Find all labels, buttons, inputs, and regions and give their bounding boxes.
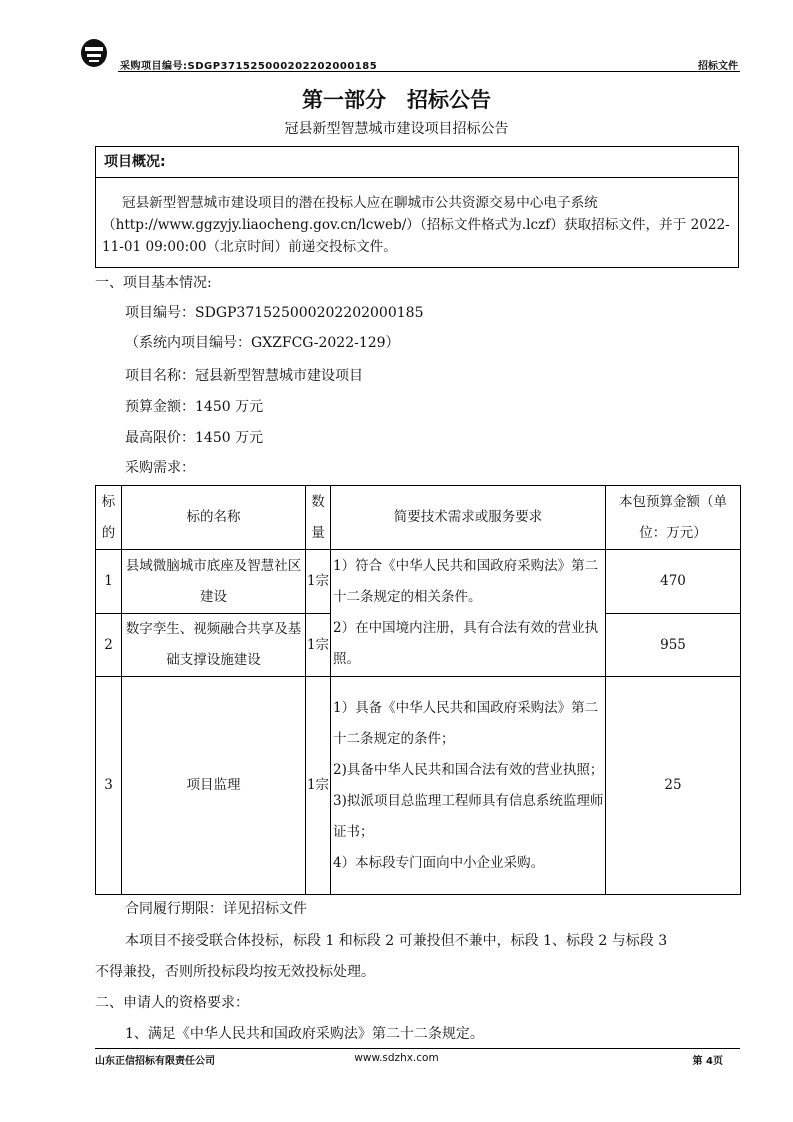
footer-divider: [95, 1048, 740, 1049]
lot12-req-item: 2）在中国境内注册，具有合法有效的营业执照。: [333, 620, 599, 667]
joint-bid-note-line1: 本项目不接受联合体投标，标段 1 和标段 2 可兼投但不兼中，标段 1、标段 2 与标段 3: [125, 933, 668, 949]
row2-budget: 955: [606, 614, 741, 677]
row1-budget: 470: [606, 550, 741, 614]
row2-name: 数字孪生、视频融合共享及基础支撑设施建设: [122, 614, 306, 677]
row3-qty: 1宗: [306, 677, 331, 895]
header-budget: 本包预算金额（单位：万元）: [606, 486, 741, 550]
lot3-req-item: 1）具备《中华人民共和国政府采购法》第二十二条规定的条件；: [333, 699, 599, 747]
row1-lot: 1: [96, 550, 122, 614]
internal-project-number: （系统内项目编号：GXZFCG-2022-129）: [125, 335, 400, 351]
budget-amount: 预算金额：1450 万元: [125, 399, 264, 415]
row1-name: 县域微脑城市底座及智慧社区建设: [122, 550, 306, 614]
page-subtitle: 冠县新型智慧城市建设项目招标公告: [284, 121, 509, 137]
table-row: [96, 677, 741, 895]
requirements-table: [95, 485, 741, 895]
doc-type-header: 招标文件: [698, 61, 738, 72]
row2-qty: 1宗: [306, 614, 331, 677]
footer-website: www.sdzhx.com: [354, 1052, 439, 1064]
lot3-req-item: 4）本标段专门面向中小企业采购。: [333, 854, 545, 871]
footer-page-number: 第 4页: [692, 1056, 723, 1067]
header-lot: 标的: [96, 486, 122, 550]
row2-lot: 2: [96, 614, 122, 677]
section1-heading: 一、项目基本情况:: [95, 275, 212, 291]
table-row: [96, 550, 741, 614]
procurement-number-header: 采购项目编号:SDGP371525000202202000185: [120, 61, 378, 72]
overview-body: 冠县新型智慧城市建设项目的潜在投标人应在聊城市公共资源交易中心电子系统（http://www.ggzyjy.liaocheng.gov.cn/lcweb/）（招标文件格式为.lczf）获取招标文件，并于 2022-11-01 09:00:00（北京时间）前递交投标文件。: [102, 195, 730, 255]
lot3-requirements: [331, 677, 606, 895]
page-title: 第一部分 招标公告: [302, 88, 491, 112]
overview-box: [95, 146, 739, 268]
procurement-needs-label: 采购需求：: [125, 460, 195, 476]
overview-heading: 项目概况:: [96, 147, 738, 178]
lot3-req-item: 2)具备中华人民共和国合法有效的营业执照；: [333, 761, 604, 778]
project-name: 项目名称：冠县新型智慧城市建设项目: [125, 368, 363, 384]
joint-bid-note-line2: 不得兼投，否则所投标段均按无效投标处理。: [95, 964, 375, 980]
section2-heading: 二、申请人的资格要求：: [95, 995, 249, 1011]
lot12-req-item: 1）符合《中华人民共和国政府采购法》第二十二条规定的相关条件。: [333, 558, 599, 605]
header-name: 标的名称: [122, 486, 306, 550]
footer-company: 山东正信招标有限责任公司: [95, 1056, 215, 1067]
lot3-req-item: 3)拟派项目总监理工程师具有信息系统监理师证书；: [333, 792, 604, 840]
table-header-row: [96, 486, 741, 550]
row3-lot: 3: [96, 677, 122, 895]
row3-budget: 25: [606, 677, 741, 895]
max-price: 最高限价：1450 万元: [125, 430, 264, 446]
header-requirements: 简要技术需求或服务要求: [331, 486, 606, 550]
header-qty: 数量: [306, 486, 331, 550]
header-divider: [118, 71, 740, 72]
lot12-requirements: [331, 550, 606, 677]
contract-period: 合同履行期限：详见招标文件: [125, 901, 307, 917]
row1-qty: 1宗: [306, 550, 331, 614]
company-logo-icon: [80, 38, 108, 68]
row3-name: 项目监理: [122, 677, 306, 895]
page-header: [80, 36, 740, 72]
qualification-item-1: 1、满足《中华人民共和国政府采购法》第二十二条规定。: [125, 1026, 484, 1042]
project-number: 项目编号：SDGP371525000202202000185: [125, 305, 424, 321]
